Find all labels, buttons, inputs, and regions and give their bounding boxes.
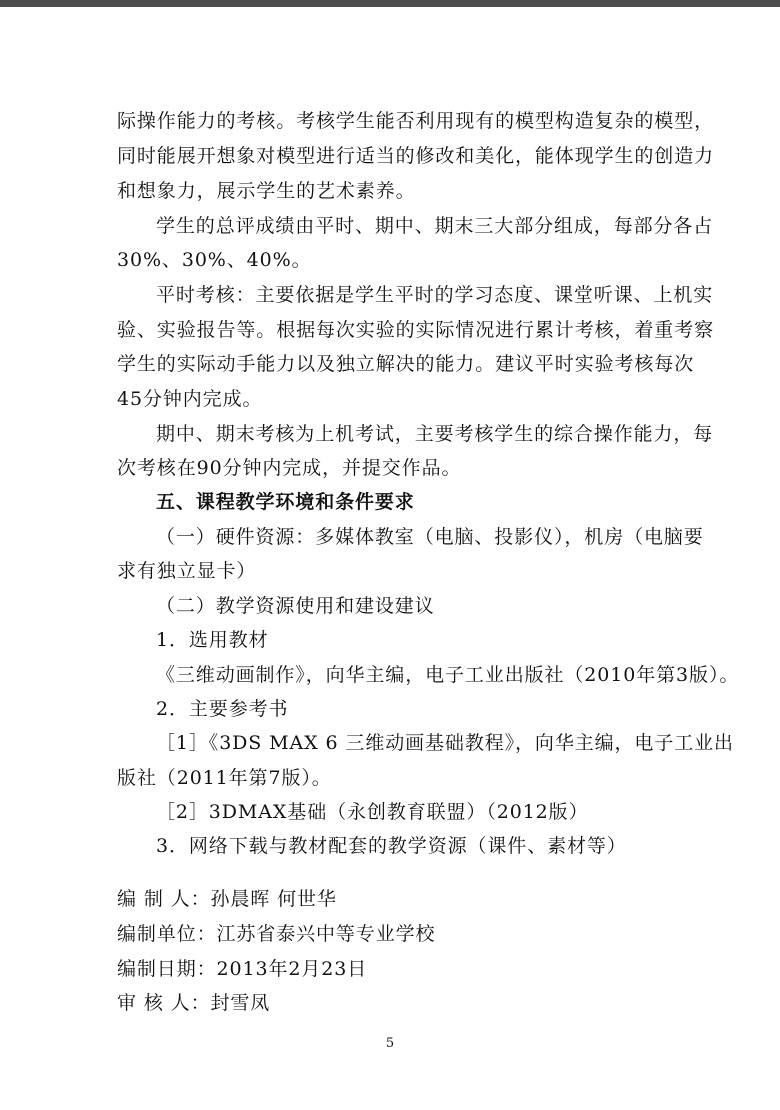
section-line: ［1］《3DS MAX 6 三维动画基础教程》，向华主编，电子工业出 (156, 732, 734, 754)
signoff-compiler: 编 制 人：孙晨晖 何世华 (117, 888, 337, 910)
paragraph-line: 学生的实际动手能力以及独立解决的能力。建议平时实验考核每次 (117, 353, 695, 375)
paragraph-line: 同时能展开想象对模型进行适当的修改和美化，能体现学生的创造力 (117, 145, 715, 167)
section-line: 1．选用教材 (156, 629, 269, 651)
section-line: 3．网络下载与教材配套的教学资源（课件、素材等） (156, 835, 627, 857)
section-line: 版社（2011年第7版）。 (117, 767, 332, 789)
signoff-reviewer: 审 核 人：封雪凤 (117, 992, 271, 1014)
top-border-bar (0, 0, 780, 7)
paragraph-line: 30%、30%、40%。 (117, 249, 312, 271)
paragraph-line: 次考核在90分钟内完成，并提交作品。 (117, 457, 462, 479)
paragraph-line: 平时考核：主要依据是学生平时的学习态度、课堂听课、上机实 (156, 284, 714, 306)
paragraph-line: 期中、期末考核为上机考试，主要考核学生的综合操作能力，每 (156, 423, 714, 445)
paragraph-line: 学生的总评成绩由平时、期中、期末三大部分组成，每部分各占 (156, 215, 714, 237)
section-line: （二）教学资源使用和建设建议 (156, 595, 435, 617)
signoff-date: 编制日期：2013年2月23日 (117, 958, 368, 980)
paragraph-line: 际操作能力的考核。考核学生能否利用现有的模型构造复杂的模型， (117, 110, 715, 132)
section-heading: 五、课程教学环境和条件要求 (156, 491, 415, 513)
signoff-unit: 编制单位：江苏省泰兴中等专业学校 (117, 923, 436, 945)
paragraph-line: 和想象力，展示学生的艺术素养。 (117, 180, 416, 202)
section-line: 2．主要参考书 (156, 698, 289, 720)
section-line: ［2］3DMAX基础（永创教育联盟）（2012版） (156, 801, 589, 823)
paragraph-line: 验、实验报告等。根据每次实验的实际情况进行累计考核，着重考察 (117, 319, 715, 341)
section-line: （一）硬件资源：多媒体教室（电脑、投影仪），机房（电脑要 (156, 526, 704, 548)
page-number: 5 (385, 1036, 395, 1051)
paragraph-line: 45分钟内完成。 (117, 388, 263, 410)
section-line: 求有独立显卡） (117, 560, 257, 582)
section-line: 《三维动画制作》，向华主编，电子工业出版社（2010年第3版）。 (156, 664, 740, 686)
